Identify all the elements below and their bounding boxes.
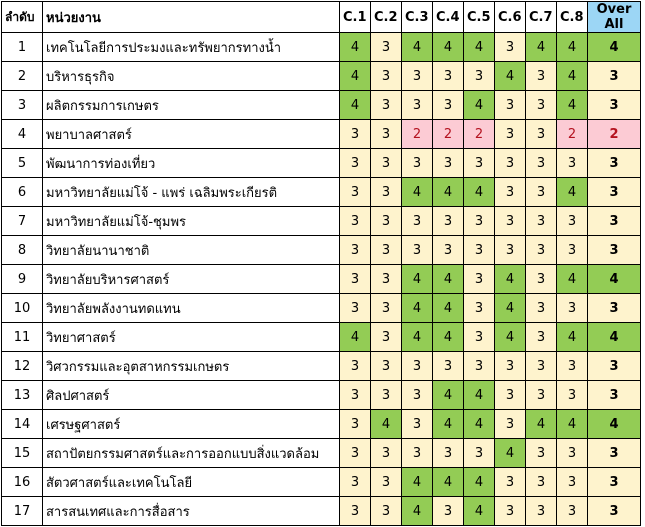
row-number: 12 [2,352,43,381]
score-c6: 3 [495,236,526,265]
row-number: 11 [2,323,43,352]
score-c1: 4 [340,323,371,352]
score-c2: 3 [371,497,402,526]
score-c6: 4 [495,294,526,323]
score-c4: 4 [433,323,464,352]
score-c3: 3 [402,410,433,439]
score-c5: 3 [464,265,495,294]
score-c5: 2 [464,120,495,149]
department-name: วิศวกรรมและอุตสาหกรรมเกษตร [43,352,340,381]
score-c1: 3 [340,410,371,439]
score-c6: 3 [495,91,526,120]
score-c6: 3 [495,33,526,62]
score-c2: 3 [371,120,402,149]
score-c4: 4 [433,294,464,323]
score-c2: 3 [371,439,402,468]
department-name: วิทยาลัยบริหารศาสตร์ [43,265,340,294]
row-number: 4 [2,120,43,149]
score-overall: 4 [588,265,641,294]
table-row [2,352,641,381]
score-c3: 3 [402,439,433,468]
score-c1: 3 [340,294,371,323]
score-c4: 3 [433,439,464,468]
score-c6: 3 [495,207,526,236]
score-overall: 4 [588,323,641,352]
table-row [2,236,641,265]
department-name: พยาบาลศาสตร์ [43,120,340,149]
row-number: 5 [2,149,43,178]
score-c2: 3 [371,381,402,410]
score-c3: 4 [402,33,433,62]
score-c5: 3 [464,236,495,265]
header-c8: C.8 [557,2,588,33]
department-name: ผลิตกรรมการเกษตร [43,91,340,120]
row-number: 7 [2,207,43,236]
department-name: บริหารธุรกิจ [43,62,340,91]
row-number: 9 [2,265,43,294]
table-row [2,91,641,120]
score-c3: 3 [402,62,433,91]
score-c1: 3 [340,207,371,236]
score-c7: 3 [526,178,557,207]
header-c1: C.1 [340,2,371,33]
score-c7: 4 [526,33,557,62]
score-c5: 3 [464,62,495,91]
score-c3: 4 [402,265,433,294]
table-row [2,120,641,149]
score-c2: 3 [371,207,402,236]
score-c4: 3 [433,352,464,381]
score-c2: 3 [371,352,402,381]
score-c8: 3 [557,207,588,236]
score-overall: 3 [588,149,641,178]
table-row [2,294,641,323]
score-c3: 2 [402,120,433,149]
score-c4: 2 [433,120,464,149]
table-row [2,439,641,468]
score-c2: 3 [371,62,402,91]
score-c6: 4 [495,439,526,468]
row-number: 10 [2,294,43,323]
score-c7: 3 [526,439,557,468]
score-c7: 3 [526,149,557,178]
table-row [2,207,641,236]
score-c7: 3 [526,91,557,120]
score-c7: 3 [526,62,557,91]
score-c8: 3 [557,468,588,497]
row-number: 15 [2,439,43,468]
department-name: วิทยาศาสตร์ [43,323,340,352]
score-c4: 4 [433,265,464,294]
score-overall: 4 [588,410,641,439]
table-row [2,381,641,410]
table-body [2,33,641,526]
score-c7: 3 [526,352,557,381]
header-order: ลำดับ [2,2,43,33]
score-c8: 3 [557,439,588,468]
score-c4: 3 [433,91,464,120]
row-number: 14 [2,410,43,439]
table-row [2,265,641,294]
score-c8: 3 [557,381,588,410]
score-overall: 2 [588,120,641,149]
header-overall: Over All [588,2,641,33]
score-c5: 4 [464,468,495,497]
score-c4: 4 [433,178,464,207]
table-row [2,410,641,439]
score-c2: 3 [371,468,402,497]
department-name: มหาวิทยาลัยแม่โจ้-ชุมพร [43,207,340,236]
score-c3: 4 [402,178,433,207]
score-c1: 3 [340,497,371,526]
row-number: 1 [2,33,43,62]
score-c4: 4 [433,33,464,62]
score-c4: 3 [433,497,464,526]
score-c3: 3 [402,91,433,120]
score-c5: 4 [464,381,495,410]
assessment-table [1,1,641,526]
score-c7: 3 [526,236,557,265]
row-number: 8 [2,236,43,265]
score-c7: 3 [526,497,557,526]
header-c3: C.3 [402,2,433,33]
score-c8: 4 [557,33,588,62]
score-overall: 3 [588,91,641,120]
table-row [2,149,641,178]
score-c3: 3 [402,149,433,178]
score-c8: 3 [557,294,588,323]
score-c8: 4 [557,323,588,352]
score-c3: 3 [402,381,433,410]
score-c8: 3 [557,497,588,526]
score-c7: 3 [526,120,557,149]
score-c6: 3 [495,410,526,439]
score-c7: 3 [526,207,557,236]
score-c2: 3 [371,178,402,207]
score-overall: 3 [588,178,641,207]
score-c4: 4 [433,381,464,410]
score-c5: 4 [464,497,495,526]
score-c8: 2 [557,120,588,149]
score-c3: 3 [402,352,433,381]
row-number: 2 [2,62,43,91]
score-overall: 3 [588,236,641,265]
score-c2: 3 [371,265,402,294]
score-c6: 4 [495,323,526,352]
score-c8: 3 [557,352,588,381]
score-c1: 3 [340,120,371,149]
score-c1: 3 [340,439,371,468]
score-c8: 4 [557,265,588,294]
row-number: 16 [2,468,43,497]
score-c4: 3 [433,149,464,178]
department-name: สารสนเทศและการสื่อสาร [43,497,340,526]
score-overall: 3 [588,294,641,323]
score-c5: 4 [464,91,495,120]
table-row [2,497,641,526]
score-overall: 3 [588,207,641,236]
score-c6: 3 [495,352,526,381]
score-c5: 4 [464,33,495,62]
department-name: สถาปัตยกรรมศาสตร์และการออกแบบสิ่งแวดล้อม [43,439,340,468]
score-c5: 3 [464,323,495,352]
table-row [2,323,641,352]
table-row [2,468,641,497]
score-overall: 3 [588,62,641,91]
score-c6: 3 [495,178,526,207]
row-number: 3 [2,91,43,120]
row-number: 13 [2,381,43,410]
score-c2: 3 [371,323,402,352]
department-name: มหาวิทยาลัยแม่โจ้ - แพร่ เฉลิมพระเกียรติ [43,178,340,207]
score-c6: 4 [495,62,526,91]
score-c1: 3 [340,178,371,207]
header-c7: C.7 [526,2,557,33]
department-name: ศิลปศาสตร์ [43,381,340,410]
score-c8: 4 [557,91,588,120]
score-c1: 3 [340,265,371,294]
score-c6: 3 [495,497,526,526]
score-c7: 3 [526,468,557,497]
score-c2: 3 [371,294,402,323]
score-c1: 3 [340,236,371,265]
score-c3: 3 [402,236,433,265]
score-overall: 3 [588,468,641,497]
department-name: เทคโนโลยีการประมงและทรัพยากรทางน้ำ [43,33,340,62]
score-c2: 3 [371,33,402,62]
score-c7: 3 [526,381,557,410]
score-overall: 3 [588,352,641,381]
score-c1: 3 [340,381,371,410]
score-c4: 3 [433,62,464,91]
score-overall: 3 [588,439,641,468]
header-c4: C.4 [433,2,464,33]
score-c6: 4 [495,265,526,294]
score-c1: 4 [340,62,371,91]
header-department: หน่วยงาน [43,2,340,33]
score-c1: 4 [340,33,371,62]
header-row [2,2,641,33]
score-c6: 3 [495,468,526,497]
score-c2: 3 [371,236,402,265]
score-c6: 3 [495,149,526,178]
score-c7: 3 [526,265,557,294]
score-c5: 3 [464,294,495,323]
score-overall: 4 [588,33,641,62]
score-c3: 4 [402,497,433,526]
department-name: สัตวศาสตร์และเทคโนโลยี [43,468,340,497]
score-c4: 3 [433,207,464,236]
score-c5: 3 [464,352,495,381]
table-row [2,62,641,91]
score-c3: 4 [402,294,433,323]
score-c8: 3 [557,149,588,178]
score-overall: 3 [588,381,641,410]
score-c8: 3 [557,236,588,265]
score-c1: 3 [340,468,371,497]
score-c2: 3 [371,91,402,120]
department-name: วิทยาลัยนานาชาติ [43,236,340,265]
score-c1: 4 [340,91,371,120]
score-c7: 3 [526,323,557,352]
score-c4: 4 [433,410,464,439]
score-c6: 3 [495,381,526,410]
department-name: พัฒนาการท่องเที่ยว [43,149,340,178]
score-c3: 4 [402,468,433,497]
header-c5: C.5 [464,2,495,33]
score-c2: 4 [371,410,402,439]
score-c6: 3 [495,120,526,149]
score-c5: 3 [464,207,495,236]
score-c7: 4 [526,410,557,439]
score-overall: 3 [588,497,641,526]
row-number: 6 [2,178,43,207]
table-row [2,33,641,62]
score-c4: 3 [433,236,464,265]
score-c5: 4 [464,410,495,439]
header-c6: C.6 [495,2,526,33]
score-c3: 4 [402,323,433,352]
score-c8: 4 [557,410,588,439]
department-name: วิทยาลัยพลังงานทดแทน [43,294,340,323]
score-c5: 4 [464,178,495,207]
score-c1: 3 [340,149,371,178]
score-c3: 3 [402,207,433,236]
table-row [2,178,641,207]
header-c2: C.2 [371,2,402,33]
department-name: เศรษฐศาสตร์ [43,410,340,439]
score-c8: 4 [557,62,588,91]
score-c1: 3 [340,352,371,381]
score-c8: 4 [557,178,588,207]
score-c2: 3 [371,149,402,178]
score-c5: 3 [464,149,495,178]
score-c4: 4 [433,468,464,497]
score-c5: 3 [464,439,495,468]
score-c7: 3 [526,294,557,323]
row-number: 17 [2,497,43,526]
